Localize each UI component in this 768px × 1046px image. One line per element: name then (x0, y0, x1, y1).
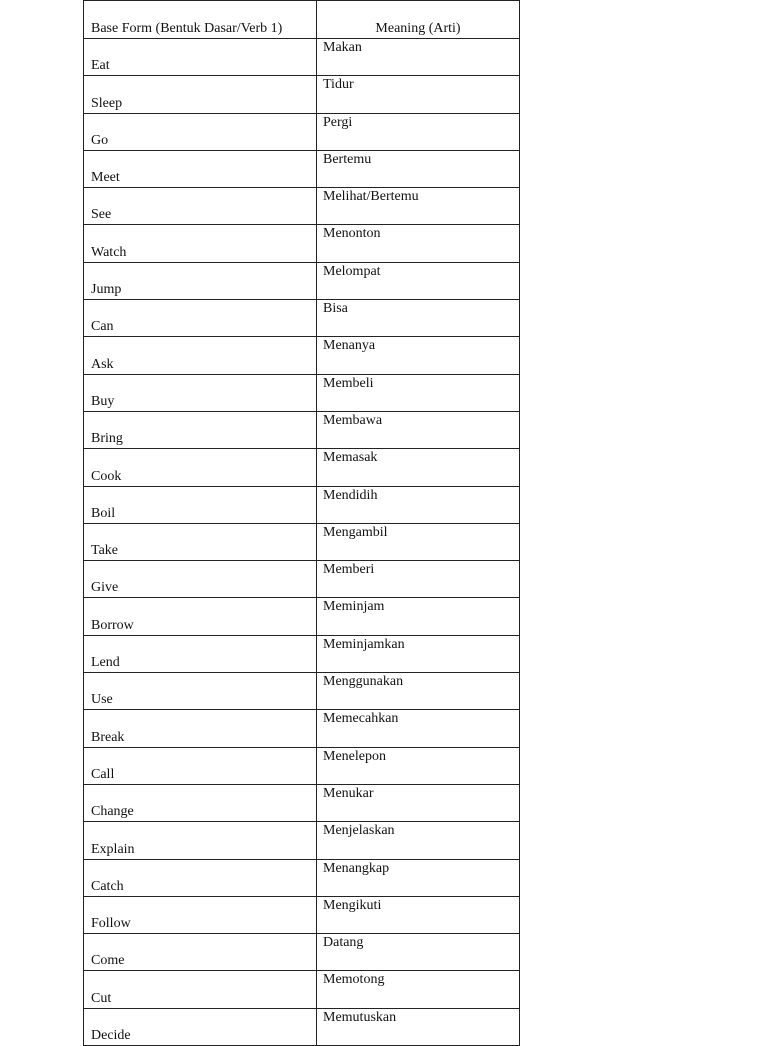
base-form-cell: Boil (84, 486, 317, 523)
verb-table-container (83, 0, 519, 1046)
base-form-cell: Bring (84, 411, 317, 448)
table-row (84, 225, 520, 262)
table-row (84, 598, 520, 635)
meaning-cell: Memecahkan (317, 710, 520, 747)
meaning-cell: Bertemu (317, 150, 520, 187)
table-row (84, 561, 520, 598)
table-row (84, 859, 520, 896)
base-form-cell: Explain (84, 822, 317, 859)
table-row (84, 523, 520, 560)
meaning-cell: Melihat/Bertemu (317, 188, 520, 225)
base-form-cell: Catch (84, 859, 317, 896)
meaning-cell: Mendidih (317, 486, 520, 523)
meaning-cell: Meminjamkan (317, 635, 520, 672)
table-row (84, 374, 520, 411)
base-form-cell: Can (84, 300, 317, 337)
base-form-cell: Change (84, 784, 317, 821)
meaning-cell: Datang (317, 934, 520, 971)
meaning-cell: Meminjam (317, 598, 520, 635)
base-form-cell: Watch (84, 225, 317, 262)
meaning-cell: Memasak (317, 449, 520, 486)
base-form-cell: Decide (84, 1008, 317, 1045)
base-form-cell: Break (84, 710, 317, 747)
meaning-cell: Makan (317, 39, 520, 76)
table-header-row (84, 1, 520, 39)
header-meaning: Meaning (Arti) (317, 1, 520, 39)
base-form-cell: Call (84, 747, 317, 784)
table-row (84, 822, 520, 859)
base-form-cell: Use (84, 673, 317, 710)
table-row (84, 150, 520, 187)
table-row (84, 300, 520, 337)
meaning-cell: Tidur (317, 76, 520, 113)
base-form-cell: Take (84, 523, 317, 560)
table-row (84, 188, 520, 225)
meaning-cell: Membawa (317, 411, 520, 448)
base-form-cell: Give (84, 561, 317, 598)
header-base-form: Base Form (Bentuk Dasar/Verb 1) (84, 1, 317, 39)
verb-table (83, 0, 520, 1046)
base-form-cell: Jump (84, 262, 317, 299)
table-row (84, 673, 520, 710)
base-form-cell: See (84, 188, 317, 225)
table-row (84, 934, 520, 971)
table-row (84, 337, 520, 374)
meaning-cell: Menanya (317, 337, 520, 374)
base-form-cell: Ask (84, 337, 317, 374)
meaning-cell: Menangkap (317, 859, 520, 896)
base-form-cell: Follow (84, 896, 317, 933)
meaning-cell: Menelepon (317, 747, 520, 784)
base-form-cell: Meet (84, 150, 317, 187)
base-form-cell: Eat (84, 39, 317, 76)
table-row (84, 76, 520, 113)
table-row (84, 971, 520, 1008)
base-form-cell: Cut (84, 971, 317, 1008)
table-row (84, 411, 520, 448)
table-row (84, 262, 520, 299)
base-form-cell: Lend (84, 635, 317, 672)
table-row (84, 635, 520, 672)
meaning-cell: Menukar (317, 784, 520, 821)
meaning-cell: Membeli (317, 374, 520, 411)
table-row (84, 113, 520, 150)
table-body (84, 39, 520, 1046)
meaning-cell: Menggunakan (317, 673, 520, 710)
table-row (84, 449, 520, 486)
table-row (84, 486, 520, 523)
table-row (84, 896, 520, 933)
meaning-cell: Melompat (317, 262, 520, 299)
meaning-cell: Bisa (317, 300, 520, 337)
table-row (84, 784, 520, 821)
base-form-cell: Cook (84, 449, 317, 486)
meaning-cell: Memberi (317, 561, 520, 598)
meaning-cell: Menonton (317, 225, 520, 262)
meaning-cell: Pergi (317, 113, 520, 150)
base-form-cell: Come (84, 934, 317, 971)
table-row (84, 1008, 520, 1045)
table-row (84, 39, 520, 76)
meaning-cell: Mengikuti (317, 896, 520, 933)
table-row (84, 747, 520, 784)
base-form-cell: Sleep (84, 76, 317, 113)
table-row (84, 710, 520, 747)
base-form-cell: Go (84, 113, 317, 150)
base-form-cell: Buy (84, 374, 317, 411)
base-form-cell: Borrow (84, 598, 317, 635)
meaning-cell: Mengambil (317, 523, 520, 560)
meaning-cell: Memotong (317, 971, 520, 1008)
meaning-cell: Menjelaskan (317, 822, 520, 859)
meaning-cell: Memutuskan (317, 1008, 520, 1045)
